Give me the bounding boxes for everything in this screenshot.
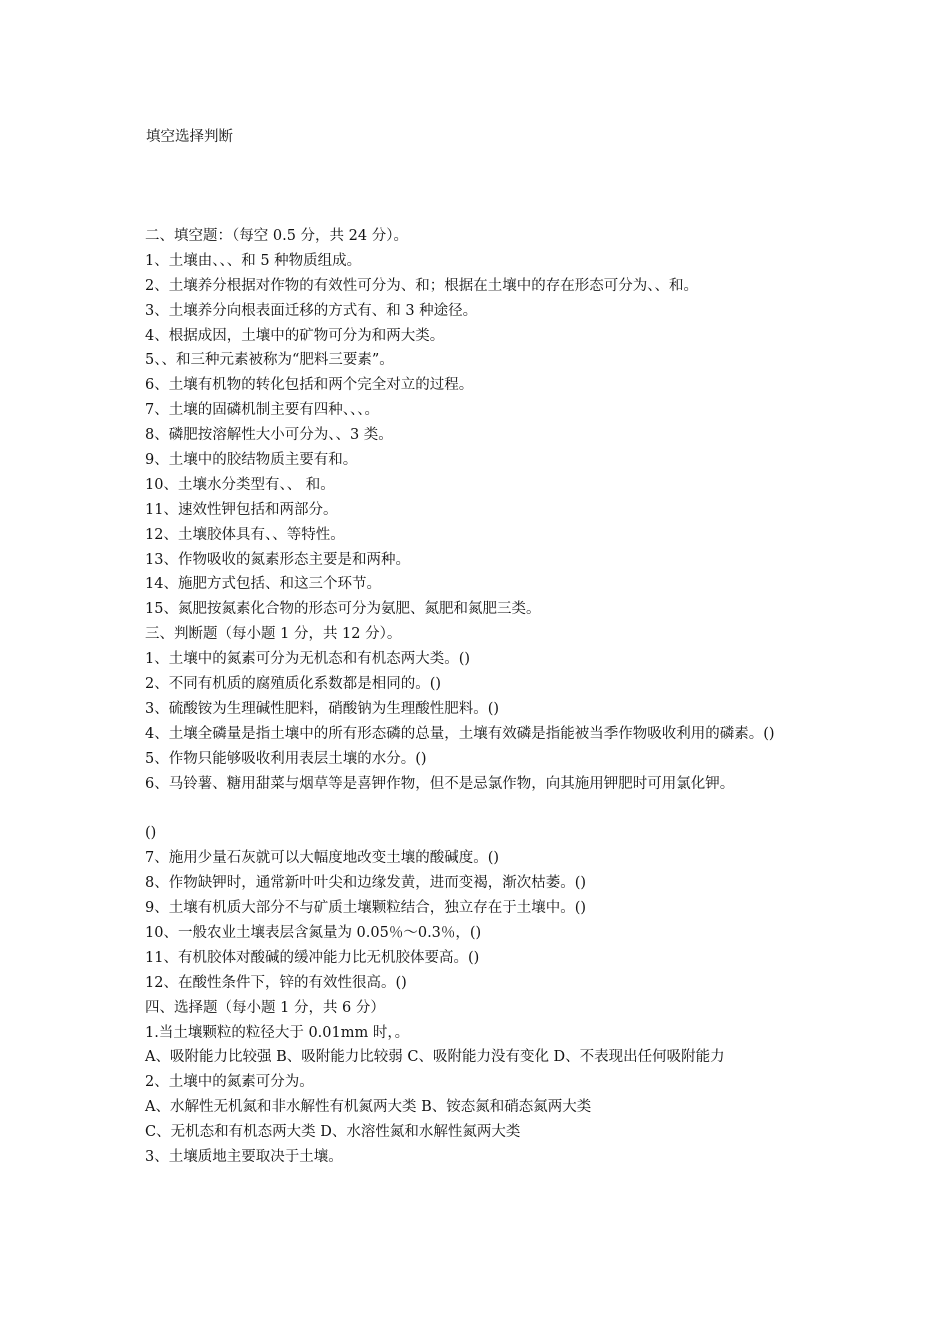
fill-blank-item: 11、速效性钾包括和两部分。 — [145, 501, 338, 518]
fill-blank-item: 14、施肥方式包括、和这三个环节。 — [145, 576, 381, 593]
true-false-item: 4、土壤全磷量是指土壤中的所有形态磷的总量，土壤有效磷是指能被当季作物吸收利用的磷素。() — [145, 725, 775, 742]
true-false-item: 6、马铃薯、糖用甜菜与烟草等是喜钾作物，但不是忌氯作物，向其施用钾肥时可用氯化钾。 — [145, 775, 735, 792]
fill-blank-item: 8、磷肥按溶解性大小可分为、、3 类。 — [145, 427, 393, 444]
fill-blank-item: 2、土壤养分根据对作物的有效性可分为、和；根据在土壤中的存在形态可分为、、和。 — [145, 277, 698, 294]
true-false-heading: 三、判断题（每小题 1 分，共 12 分）。 — [145, 626, 402, 643]
true-false-item: 7、施用少量石灰就可以大幅度地改变土壤的酸碱度。() — [145, 850, 500, 867]
fill-blank-item: 9、土壤中的胶结物质主要有和。 — [145, 452, 358, 469]
fill-blank-item: 7、土壤的固磷机制主要有四种、、、。 — [145, 402, 379, 419]
choice-options: C、无机态和有机态两大类 D、水溶性氮和水解性氮两大类 — [145, 1124, 521, 1141]
choice-question: 3、土壤质地主要取决于土壤。 — [145, 1148, 343, 1165]
fill-blank-item: 10、土壤水分类型有、、 和。 — [145, 476, 335, 493]
fill-blank-item: 5、、和三种元素被称为“肥料三要素”。 — [145, 352, 394, 369]
fill-blank-item: 1、土壤由、、、和 5 种物质组成。 — [145, 252, 362, 269]
fill-blank-item: 15、氮肥按氮素化合物的形态可分为氨肥、氮肥和氮肥三类。 — [145, 601, 541, 618]
choice-options: A、吸附能力比较强 B、吸附能力比较弱 C、吸附能力没有变化 D、不表现出任何吸附能力 — [145, 1049, 725, 1066]
true-false-item: 1、土壤中的氮素可分为无机态和有机态两大类。() — [145, 651, 471, 668]
multiple-choice-heading: 四、选择题（每小题 1 分，共 6 分） — [145, 999, 385, 1016]
fill-blank-item: 6、土壤有机物的转化包括和两个完全对立的过程。 — [145, 377, 474, 394]
fill-blank-item: 3、土壤养分向根表面迁移的方式有、和 3 种途径。 — [145, 302, 478, 319]
fill-blank-item: 12、土壤胶体具有、、等特性。 — [145, 526, 345, 543]
fill-blank-item: 13、作物吸收的氮素形态主要是和两种。 — [145, 551, 410, 568]
true-false-item: 12、在酸性条件下，锌的有效性很高。() — [145, 974, 407, 991]
document-body — [145, 224, 835, 1170]
true-false-item-tail: () — [145, 825, 157, 842]
true-false-item: 2、不同有机质的腐殖质化系数都是相同的。() — [145, 676, 442, 693]
fill-blank-heading: 二、填空题：（每空 0.5 分，共 24 分）。 — [145, 228, 408, 244]
choice-options: A、水解性无机氮和非水解性有机氮两大类 B、铵态氮和硝态氮两大类 — [145, 1099, 592, 1116]
true-false-item: 10、一般农业土壤表层含氮量为 0.05％～0.3％，() — [145, 924, 482, 941]
blank-line — [145, 797, 835, 822]
true-false-item: 11、有机胶体对酸碱的缓冲能力比无机胶体要高。() — [145, 949, 480, 966]
fill-blank-item: 4、根据成因，土壤中的矿物可分为和两大类。 — [145, 327, 445, 344]
true-false-item: 9、土壤有机质大部分不与矿质土壤颗粒结合，独立存在于土壤中。() — [145, 900, 587, 917]
true-false-item: 3、硫酸铵为生理碱性肥料，硝酸钠为生理酸性肥料。() — [145, 700, 500, 717]
true-false-item: 8、作物缺钾时，通常新叶叶尖和边缘发黄，进而变褐，渐次枯萎。() — [145, 875, 587, 892]
document-title: 填空选择判断 — [146, 129, 233, 145]
choice-question: 2、土壤中的氮素可分为。 — [145, 1074, 314, 1091]
choice-question: 1.当土壤颗粒的粒径大于 0.01mm 时，。 — [145, 1024, 410, 1041]
true-false-item: 5、作物只能够吸收利用表层土壤的水分。() — [145, 750, 427, 767]
